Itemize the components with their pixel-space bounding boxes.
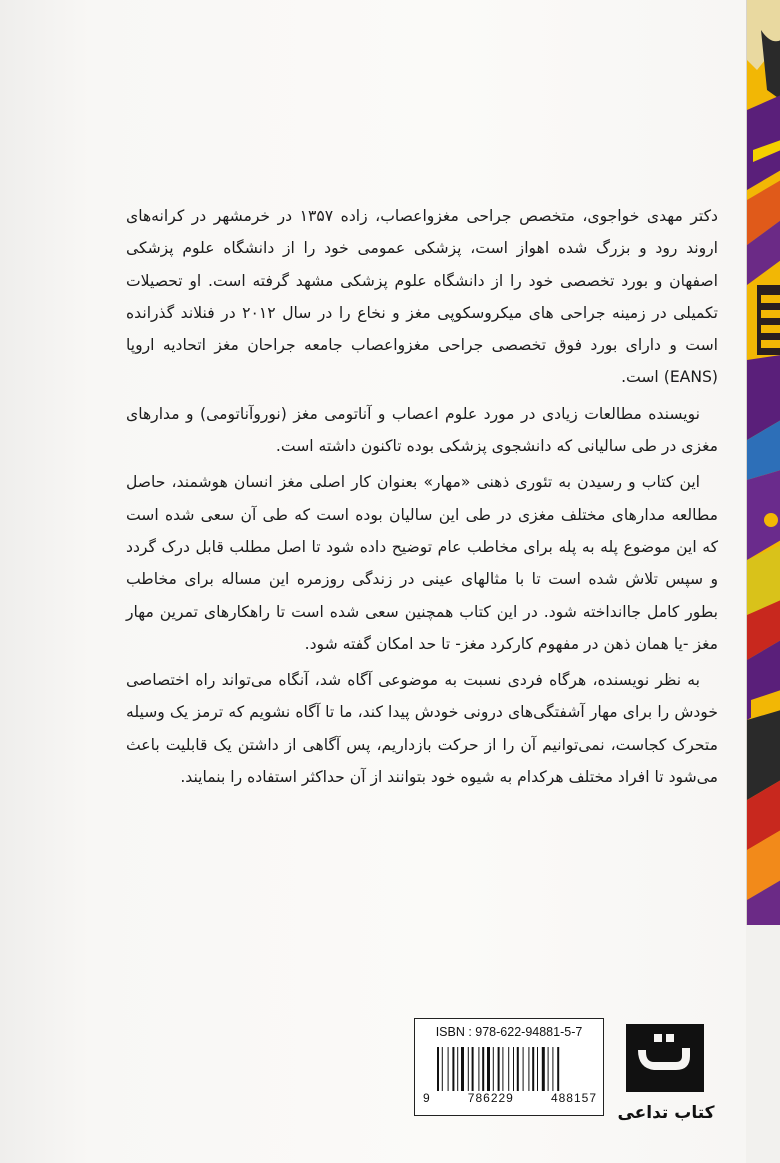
description-paragraph: این کتاب و رسیدن به تئوری ذهنی «مهار» بعنوان کار اصلی مغز انسان هوشمند، حاصل مطالعه مدارهای مختلف مغزی در طی این سالیان بوده است که طی آن سعی شده است که این موضوع پله به پله برای مخاطب عام توضیح داده شود تا اصل مطلب قابل درک گردد و سپس تلاش شده است تا با مثالهای عینی در زندگی روزمره این مساله برای مخاطب بطور کامل جاانداخته شود. در این کتاب همچنین سعی شده است تا راهکارهای تمرین مهار مغز -یا همان ذهن در مفهوم کارکرد مغز- تا حد امکان گفته شود. bbox=[126, 473, 718, 653]
barcode-bar bbox=[493, 1047, 494, 1091]
barcode-bar bbox=[448, 1047, 449, 1091]
barcode-bar bbox=[468, 1047, 469, 1091]
cover-edge-blank bbox=[746, 925, 780, 1163]
barcode-bar bbox=[457, 1047, 458, 1091]
barcode-bar bbox=[442, 1047, 443, 1091]
description-paragraph: به نظر نویسنده، هرگاه فردی نسبت به موضوعی آگاه شد، آنگاه می‌تواند راه اختصاصی خودش را برای مهار آشفتگی‌های درونی خودش پیدا کند، ما تا آگاه نشویم که ترمز یک وسیله متحرک کجاست، نمی‌توانیم آن را از حرکت بازداریم، پس آگاهی از داشتن یک قابلیت باعث می‌شود تا افراد مختلف هرکدام به شیوه خود بتوانند از آن حداکثر استفاده را بنمایند. bbox=[126, 671, 718, 787]
barcode-bar bbox=[478, 1047, 479, 1091]
barcode-bar bbox=[437, 1047, 439, 1091]
barcode-bar bbox=[498, 1047, 500, 1091]
barcode-bar bbox=[513, 1047, 514, 1091]
description-paragraph: دکتر مهدی خواجوی، متخصص جراحی مغزواعصاب، زاده ۱۳۵۷ در خرمشهر در کرانه‌های اروند رود و بزرگ شده اهواز است، پزشکی عمومی خود را از دانشگاه علوم پزشکی اصفهان و بورد تخصصی خود را از دانشگاه علوم پزشکی مشهد گرفته است. او تحصیلات تکمیلی در زمینه جراحی های میکروسکوپی مغز و نخاع را در سال ۲۰۱۲ در فنلاند گذرانده است و دارای بورد فوق تخصصی جراحی مغزواعصاب جامعه جراحان مغز اتحادیه اروپا (EANS) است. bbox=[126, 207, 718, 387]
barcode-bar bbox=[528, 1047, 529, 1091]
barcode-bar bbox=[532, 1047, 534, 1091]
publisher-name: کتاب تداعی bbox=[617, 1103, 715, 1123]
publisher-logo-icon bbox=[624, 1020, 706, 1096]
barcode-digits bbox=[423, 1091, 597, 1105]
barcode-bar bbox=[502, 1047, 503, 1091]
barcode-bar bbox=[537, 1047, 538, 1091]
barcode-bar bbox=[552, 1047, 553, 1091]
book-description bbox=[126, 200, 718, 797]
barcode-bar bbox=[482, 1047, 484, 1091]
barcode-icon bbox=[437, 1047, 583, 1091]
barcode-bar bbox=[472, 1047, 474, 1091]
cover-art-illustration bbox=[747, 0, 780, 925]
barcode-bar bbox=[542, 1047, 545, 1091]
barcode-bar bbox=[452, 1047, 454, 1091]
barcode-bar bbox=[557, 1047, 559, 1091]
barcode-bar bbox=[508, 1047, 509, 1091]
barcode-bar bbox=[517, 1047, 519, 1091]
barcode-bar bbox=[548, 1047, 549, 1091]
barcode-bar bbox=[487, 1047, 490, 1091]
barcode-bar bbox=[523, 1047, 524, 1091]
description-paragraph: نویسنده مطالعات زیادی در مورد علوم اعصاب و آناتومی مغز (نوروآناتومی) و مدارهای مغزی در طی سالیانی که دانشجوی پزشکی بوده تاکنون داشته است. bbox=[126, 404, 718, 456]
cover-art-strip bbox=[746, 0, 780, 925]
barcode-digit-group: 9 bbox=[423, 1091, 431, 1105]
isbn-barcode-box bbox=[414, 1018, 604, 1116]
barcode-digit-group: 786229 bbox=[467, 1091, 514, 1105]
isbn-label: ISBN : 978-622-94881-5-7 bbox=[435, 1025, 583, 1039]
barcode-bar bbox=[461, 1047, 464, 1091]
barcode-digit-group: 488157 bbox=[550, 1091, 597, 1105]
